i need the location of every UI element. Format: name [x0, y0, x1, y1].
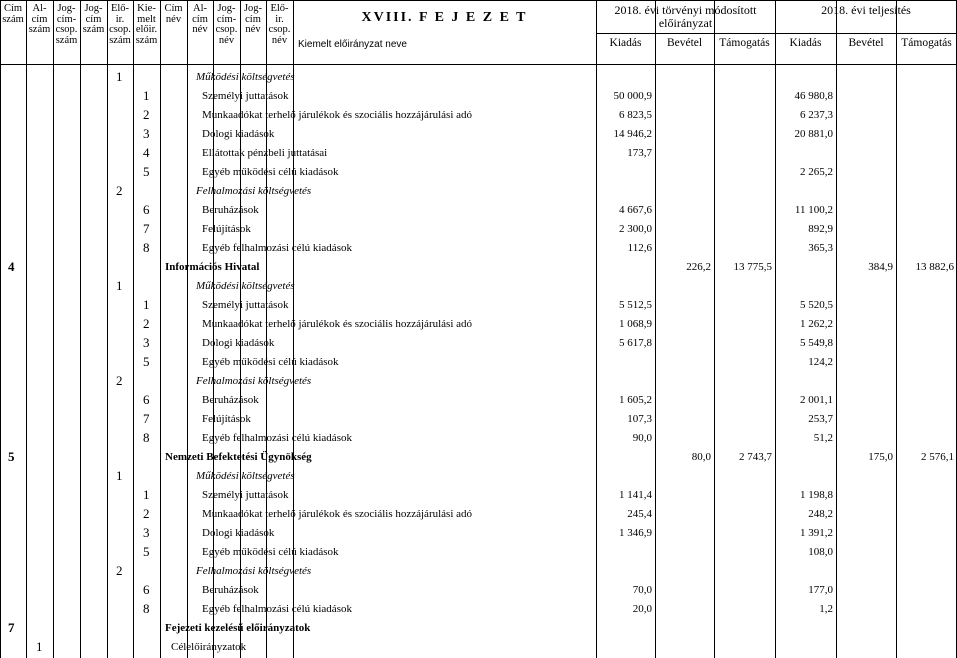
kiemelt-eloir-szam-cell: 8: [143, 240, 150, 255]
grid-hline: [0, 0, 957, 1]
kiemelt-eloir-szam-cell: 6: [143, 202, 150, 217]
table-row: [0, 543, 957, 562]
col-jogcim-nev: Jog- cím név: [243, 3, 263, 35]
row-label: Munkaadókat terhelő járulékok és szociális hozzájárulási adó: [202, 318, 473, 330]
table-row: [0, 315, 957, 334]
amount-k2: 1 198,8: [800, 489, 833, 501]
amount-k2: 46 980,8: [794, 90, 833, 102]
alcim-szam-cell: 1: [36, 639, 43, 654]
row-label: Nemzeti Befektetési Ügynökség: [165, 451, 312, 463]
chapter-title: XVIII. F E J E Z E T: [361, 10, 528, 25]
amount-k1: 1 141,4: [619, 489, 652, 501]
kiemelt-eloir-szam-cell: 1: [143, 88, 150, 103]
kiemelt-nev-label: Kiemelt előirányzat neve: [298, 39, 407, 50]
amount-k2: 51,2: [813, 432, 833, 444]
kiemelt-eloir-szam-cell: 8: [143, 430, 150, 445]
eloir-csop-szam-cell: 1: [116, 278, 123, 293]
row-label: Egyéb működési célú kiadások: [202, 546, 339, 558]
amount-t1: 2 743,7: [739, 451, 772, 463]
grid-vline: [775, 0, 776, 658]
grid-vline: [836, 0, 837, 658]
row-label: Működési költségvetés: [196, 280, 295, 292]
table-row: [0, 353, 957, 372]
table-row: [0, 429, 957, 448]
table-row: [0, 467, 957, 486]
row-label: Felhalmozási költségvetés: [196, 565, 312, 577]
amount-k2: 2 001,1: [800, 394, 833, 406]
amount-k2: 2 265,2: [800, 166, 833, 178]
table-row: [0, 391, 957, 410]
row-label: Egyéb felhalmozási célú kiadások: [202, 432, 352, 444]
kiemelt-eloir-szam-cell: 6: [143, 392, 150, 407]
amount-k1: 173,7: [627, 147, 652, 159]
table-row: [0, 144, 957, 163]
amount-b1: 80,0: [691, 451, 711, 463]
amount-k2: 6 237,3: [800, 109, 833, 121]
kiemelt-eloir-szam-cell: 4: [143, 145, 150, 160]
col-cim-szam: Cím szám: [2, 3, 24, 25]
subheader-kiadas: Kiadás: [609, 37, 642, 49]
table-row: [0, 524, 957, 543]
subheader-kiadas: Kiadás: [789, 37, 822, 49]
amount-k2: 5 549,8: [800, 337, 833, 349]
kiemelt-eloir-szam-cell: 1: [143, 487, 150, 502]
kiemelt-eloir-szam-cell: 2: [143, 506, 150, 521]
row-label: Személyi juttatások: [202, 299, 289, 311]
table-row: [0, 68, 957, 87]
amount-k2: 365,3: [808, 242, 833, 254]
subheader-bevetel: Bevétel: [848, 37, 884, 49]
eloir-csop-szam-cell: 1: [116, 69, 123, 84]
grid-vline: [655, 0, 656, 658]
subheader-bevetel: Bevétel: [666, 37, 703, 49]
table-row: [0, 505, 957, 524]
row-label: Működési költségvetés: [196, 71, 295, 83]
amount-k1: 6 823,5: [619, 109, 652, 121]
table-row: [0, 638, 957, 657]
grid-vline: [293, 0, 294, 658]
table-row: [0, 448, 957, 467]
eloir-csop-szam-cell: 1: [116, 468, 123, 483]
kiemelt-eloir-szam-cell: 7: [143, 221, 150, 236]
table-row: [0, 296, 957, 315]
table-row: [0, 562, 957, 581]
amount-k1: 20,0: [632, 603, 652, 615]
kiemelt-eloir-szam-cell: 2: [143, 316, 150, 331]
amount-k2: 1 262,2: [800, 318, 833, 330]
table-row: [0, 600, 957, 619]
grid-vline: [53, 0, 54, 658]
amount-k1: 70,0: [632, 584, 652, 596]
grid-vline: [26, 0, 27, 658]
table-row: [0, 220, 957, 239]
table-row: [0, 87, 957, 106]
grid-vline: [266, 0, 267, 658]
table-row: [0, 372, 957, 391]
eloir-csop-szam-cell: 2: [116, 373, 123, 388]
amount-k1: 1 605,2: [619, 394, 652, 406]
row-label: Működési költségvetés: [196, 470, 295, 482]
grid-hline: [596, 33, 957, 34]
table-row: [0, 619, 957, 638]
col-alcim-szam: Al- cím szám: [28, 3, 51, 35]
row-label: Felhalmozási költségvetés: [196, 375, 312, 387]
row-label: Egyéb működési célú kiadások: [202, 166, 339, 178]
amount-k1: 4 667,6: [619, 204, 652, 216]
row-label: Egyéb működési célú kiadások: [202, 356, 339, 368]
grid-vline: [133, 0, 134, 658]
amount-k2: 11 100,2: [794, 204, 833, 216]
grid-vline: [187, 0, 188, 658]
table-row: [0, 201, 957, 220]
col-jogcimcsop-nev: Jog- cím- csop. név: [215, 3, 238, 46]
kiemelt-eloir-szam-cell: 2: [143, 107, 150, 122]
col-jogcim-szam: Jog- cím szám: [82, 3, 105, 35]
kiemelt-eloir-szam-cell: 3: [143, 525, 150, 540]
amount-k1: 14 946,2: [613, 128, 652, 140]
cim-szam-cell: 5: [8, 449, 15, 464]
amount-k2: 5 520,5: [800, 299, 833, 311]
table-row: [0, 258, 957, 277]
row-label: Beruházások: [202, 584, 259, 596]
row-label: Egyéb felhalmozási célú kiadások: [202, 603, 352, 615]
kiemelt-eloir-szam-cell: 5: [143, 544, 150, 559]
cim-szam-cell: 7: [8, 620, 15, 635]
col-kiemelt-eloir-szam: Kie- melt előir. szám: [135, 3, 158, 46]
grid-vline: [80, 0, 81, 658]
row-label: Személyi juttatások: [202, 90, 289, 102]
grid-vline: [596, 0, 597, 658]
amount-k2: 892,9: [808, 223, 833, 235]
row-label: Dologi kiadások: [202, 527, 275, 539]
amount-k1: 2 300,0: [619, 223, 652, 235]
grid-vline: [160, 0, 161, 658]
table-row: [0, 106, 957, 125]
amount-k1: 1 068,9: [619, 318, 652, 330]
eloir-csop-szam-cell: 2: [116, 183, 123, 198]
row-label: Beruházások: [202, 204, 259, 216]
group-teljesites: 2018. évi teljesítés: [821, 3, 911, 17]
subheader-tamogatas: Támogatás: [901, 37, 952, 49]
amount-k1: 245,4: [627, 508, 652, 520]
kiemelt-eloir-szam-cell: 8: [143, 601, 150, 616]
amount-k2: 20 881,0: [794, 128, 833, 140]
amount-k2: 1 391,2: [800, 527, 833, 539]
row-label: Dologi kiadások: [202, 128, 275, 140]
amount-k2: 177,0: [808, 584, 833, 596]
grid-vline: [240, 0, 241, 658]
kiemelt-eloir-szam-cell: 3: [143, 335, 150, 350]
grid-hline: [0, 64, 957, 65]
col-cim-nev: Cím név: [164, 3, 183, 25]
grid-vline: [213, 0, 214, 658]
row-label: Felújítások: [202, 413, 251, 425]
col-alcim-nev: Al- cím név: [192, 3, 208, 35]
row-label: Munkaadókat terhelő járulékok és szociális hozzájárulási adó: [202, 109, 473, 121]
amount-k1: 112,6: [627, 242, 652, 254]
kiemelt-eloir-szam-cell: 3: [143, 126, 150, 141]
table-row: [0, 486, 957, 505]
table-row: [0, 277, 957, 296]
table-row: [0, 163, 957, 182]
grid-vline: [107, 0, 108, 658]
eloir-csop-szam-cell: 2: [116, 563, 123, 578]
amount-b2: 384,9: [868, 261, 893, 273]
amount-t2: 2 576,1: [921, 451, 954, 463]
amount-k1: 5 617,8: [619, 337, 652, 349]
amount-t2: 13 882,6: [915, 261, 954, 273]
kiemelt-eloir-szam-cell: 6: [143, 582, 150, 597]
group-modositott: 2018. évi törvényi módosított előirányzat: [614, 3, 757, 30]
row-label: Információs Hivatal: [165, 261, 260, 273]
table-row: [0, 410, 957, 429]
amount-t1: 13 775,5: [733, 261, 772, 273]
table-row: [0, 239, 957, 258]
col-eloir-csop-szam: Elő- ir. csop. szám: [109, 3, 131, 46]
amount-k2: 248,2: [808, 508, 833, 520]
row-label: Személyi juttatások: [202, 489, 289, 501]
table-row: [0, 125, 957, 144]
amount-k1: 90,0: [632, 432, 652, 444]
kiemelt-eloir-szam-cell: 5: [143, 164, 150, 179]
row-label: Egyéb felhalmozási célú kiadások: [202, 242, 352, 254]
amount-k1: 1 346,9: [619, 527, 652, 539]
amount-b2: 175,0: [868, 451, 893, 463]
grid-vline: [714, 0, 715, 658]
grid-vline: [896, 0, 897, 658]
amount-b1: 226,2: [686, 261, 711, 273]
amount-k1: 107,3: [627, 413, 652, 425]
table-row: [0, 581, 957, 600]
row-label: Felújítások: [202, 223, 251, 235]
row-label: Felhalmozási költségvetés: [196, 185, 312, 197]
table-row: [0, 182, 957, 201]
row-label: Ellátottak pénzbeli juttatásai: [202, 147, 328, 159]
kiemelt-eloir-szam-cell: 5: [143, 354, 150, 369]
amount-k1: 50 000,9: [613, 90, 652, 102]
amount-k2: 108,0: [808, 546, 833, 558]
amount-k1: 5 512,5: [619, 299, 652, 311]
kiemelt-eloir-szam-cell: 7: [143, 411, 150, 426]
col-eloir-csop-nev: Elő- ir. csop. név: [268, 3, 291, 46]
table-row: [0, 334, 957, 353]
col-jogcimcsop-szam: Jog- cím- csop. szám: [55, 3, 78, 46]
row-label: Dologi kiadások: [202, 337, 275, 349]
row-label: Beruházások: [202, 394, 259, 406]
row-label: Célelőirányzatok: [171, 641, 247, 653]
row-label: Fejezeti kezelésű előirányzatok: [165, 622, 311, 634]
kiemelt-eloir-szam-cell: 1: [143, 297, 150, 312]
cim-szam-cell: 4: [8, 259, 15, 274]
amount-k2: 253,7: [808, 413, 833, 425]
amount-k2: 1,2: [819, 603, 833, 615]
amount-k2: 124,2: [808, 356, 833, 368]
row-label: Munkaadókat terhelő járulékok és szociális hozzájárulási adó: [202, 508, 473, 520]
grid-vline: [0, 0, 1, 658]
subheader-tamogatas: Támogatás: [719, 37, 770, 49]
